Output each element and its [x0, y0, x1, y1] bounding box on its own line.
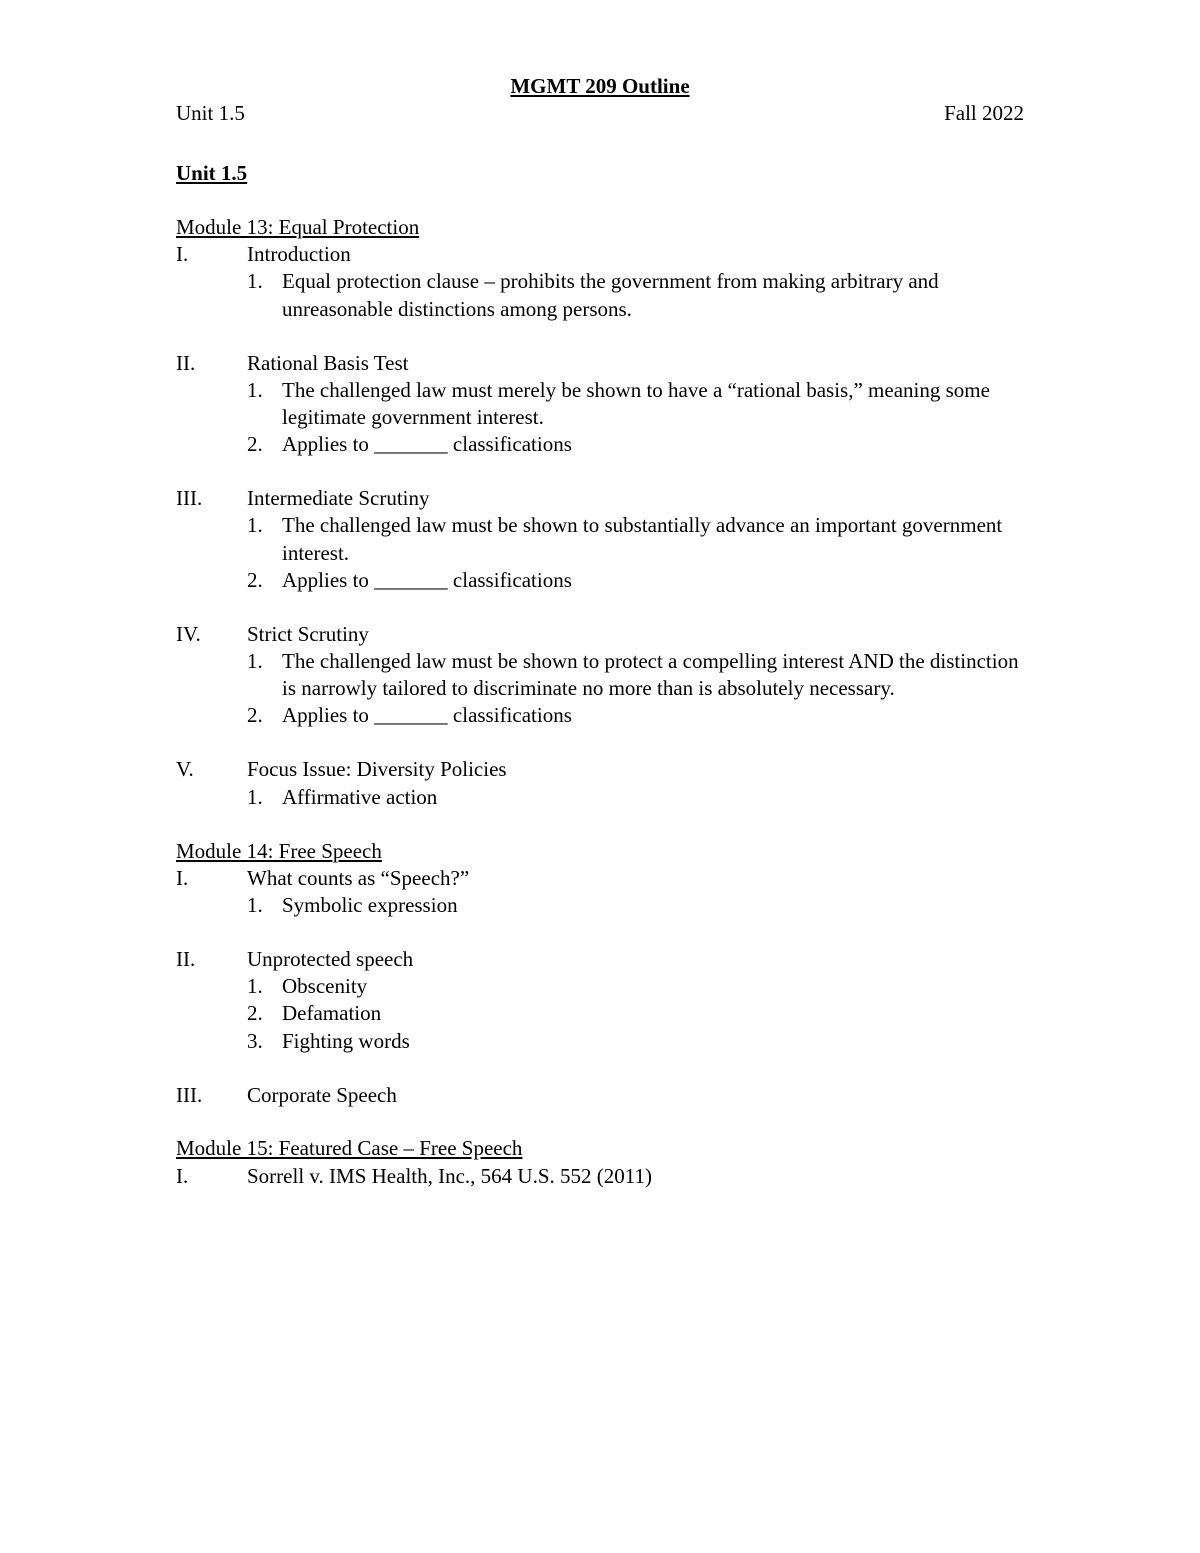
outline-item — [247, 512, 1036, 566]
outline-section — [176, 1163, 1036, 1190]
section-title: Corporate Speech — [247, 1082, 397, 1107]
item-number: 1. — [247, 648, 263, 673]
item-text: The challenged law must be shown to protect a compelling interest AND the distinction is narrowly tailored to discriminate no more than is absolutely necessary. — [282, 648, 1019, 701]
section-numeral: I. — [176, 1163, 189, 1188]
section-numeral: III. — [176, 486, 203, 511]
outline-item — [247, 973, 1036, 1000]
item-number: 1. — [247, 974, 263, 999]
section-heading-row — [176, 946, 1036, 973]
section-numeral: III. — [176, 1082, 203, 1107]
item-text: Applies to _______ classifications — [282, 703, 572, 728]
module-block — [176, 1135, 1036, 1189]
section-heading-row — [176, 485, 1036, 512]
item-number: 1. — [247, 377, 263, 402]
section-title: Focus Issue: Diversity Policies — [247, 757, 507, 782]
outline-item — [247, 892, 1036, 919]
item-text: The challenged law must be shown to substantially advance an important government interest. — [282, 513, 1003, 565]
module-block — [176, 838, 1036, 1109]
outline-section — [176, 621, 1036, 730]
section-title: Introduction — [247, 242, 351, 267]
outline-section — [176, 865, 1036, 919]
item-number: 2. — [247, 703, 263, 728]
outline-section — [176, 485, 1036, 594]
outline-section — [176, 350, 1036, 459]
item-text: Fighting words — [282, 1028, 410, 1053]
header-term-label: Fall 2022 — [944, 101, 1024, 125]
item-number: 1. — [247, 892, 263, 917]
outline-item — [247, 268, 1036, 322]
outline-item — [247, 648, 1036, 702]
item-text: Applies to _______ classifications — [282, 567, 572, 592]
section-title: Sorrell v. IMS Health, Inc., 564 U.S. 552 (2011) — [247, 1163, 652, 1188]
item-number: 3. — [247, 1028, 263, 1053]
section-numeral: V. — [176, 757, 194, 782]
section-heading-row — [176, 241, 1036, 268]
outline-section — [176, 756, 1036, 810]
item-text: Obscenity — [282, 974, 368, 999]
item-number: 2. — [247, 432, 263, 457]
module-block — [176, 214, 1036, 811]
item-text: Affirmative action — [282, 784, 438, 809]
outline-item — [247, 1000, 1036, 1027]
modules-container — [176, 214, 1036, 1190]
section-title: Unprotected speech — [247, 946, 414, 971]
section-numeral: I. — [176, 865, 189, 890]
item-number: 1. — [247, 784, 263, 809]
section-heading-row — [176, 621, 1036, 648]
module-title: Module 14: Free Speech — [176, 838, 382, 863]
outline-item — [247, 431, 1036, 458]
section-heading-row — [176, 865, 1036, 892]
section-heading-row — [176, 1163, 1036, 1190]
section-title: Strict Scrutiny — [247, 621, 369, 646]
outline-item — [247, 702, 1036, 729]
outline-section — [176, 1082, 1036, 1109]
section-numeral: II. — [176, 946, 196, 971]
document-title: MGMT 209 Outline — [510, 74, 690, 98]
outline-section — [176, 241, 1036, 323]
item-text: Equal protection clause – prohibits the government from making arbitrary and unreasonable distinctions among persons. — [282, 269, 939, 321]
item-text: Applies to _______ classifications — [282, 432, 572, 457]
outline-item — [247, 1028, 1036, 1055]
item-number: 1. — [247, 513, 263, 538]
item-number: 2. — [247, 567, 263, 592]
section-title: Intermediate Scrutiny — [247, 486, 430, 511]
header-unit-label: Unit 1.5 — [176, 101, 245, 125]
module-title: Module 15: Featured Case – Free Speech — [176, 1136, 523, 1161]
item-text: The challenged law must merely be shown to have a “rational basis,” meaning some legitimate government interest. — [282, 377, 990, 429]
section-numeral: I. — [176, 242, 189, 267]
section-heading-row — [176, 1082, 1036, 1109]
section-heading-row — [176, 756, 1036, 783]
outline-item — [247, 567, 1036, 594]
outline-item — [247, 377, 1036, 431]
item-text: Symbolic expression — [282, 892, 458, 917]
unit-heading: Unit 1.5 — [176, 161, 248, 185]
outline-body — [176, 160, 1036, 1217]
section-numeral: IV. — [176, 621, 201, 646]
section-title: Rational Basis Test — [247, 350, 409, 375]
outline-section — [176, 946, 1036, 1055]
item-number: 1. — [247, 269, 263, 294]
item-text: Defamation — [282, 1001, 382, 1026]
section-title: What counts as “Speech?” — [247, 865, 470, 890]
outline-item — [247, 784, 1036, 811]
module-title: Module 13: Equal Protection — [176, 214, 420, 239]
section-heading-row — [176, 350, 1036, 377]
section-numeral: II. — [176, 350, 196, 375]
item-number: 2. — [247, 1001, 263, 1026]
